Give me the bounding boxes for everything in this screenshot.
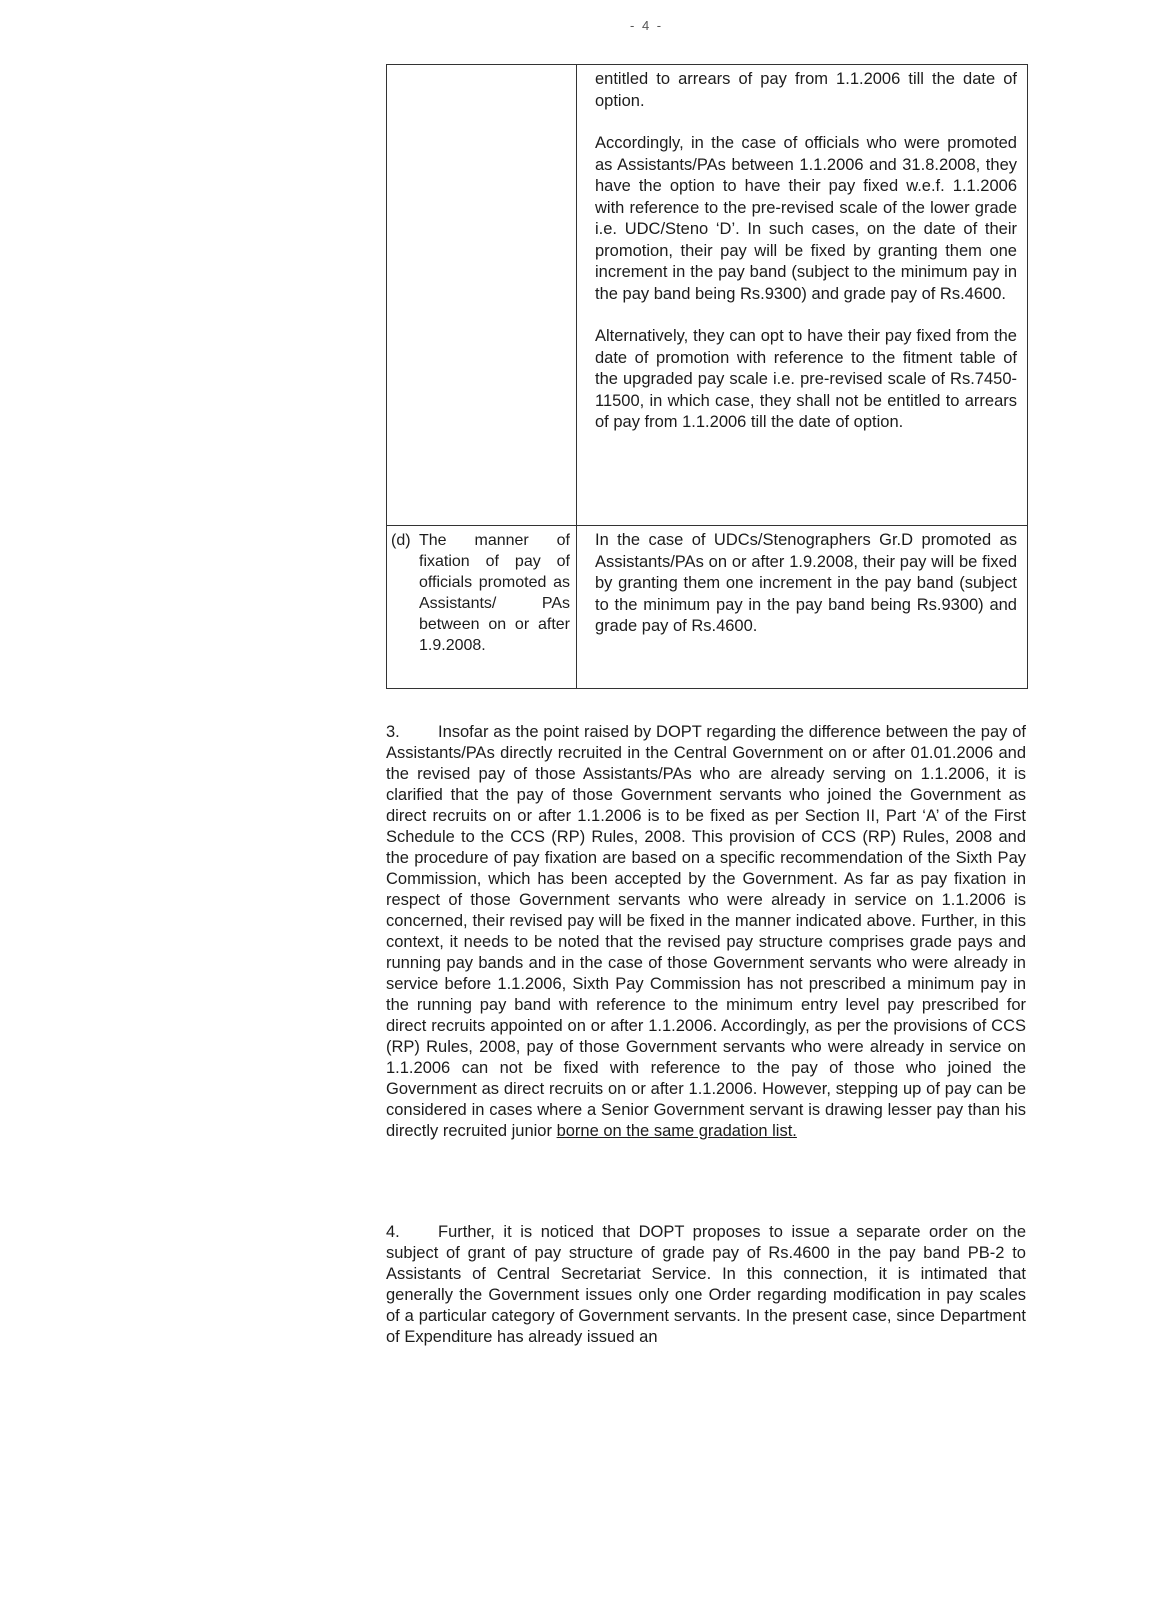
clarification-paragraph: Alternatively, they can opt to have their pay fixed from the date of promotion with reference to the fitment table of the upgraded pay scale i.e. pre-revised scale of Rs.7450-11500, in which case, they shall not be entitled to arrears of pay from 1.1.2006 till the date of option. <box>595 327 1017 431</box>
clarification-paragraph: Accordingly, in the case of officials who were promoted as Assistants/PAs between 1.1.2006 and 31.8.2008, they have the option to have their pay fixed w.e.f. 1.1.2006 with reference to the pre-revised scale of the lower grade i.e. UDC/Steno ‘D’. In such cases, on the date of their promotion, their pay will be fixed by granting them one increment in the pay band (subject to the minimum pay in the pay band being Rs.9300) and grade pay of Rs.4600. <box>595 134 1017 303</box>
table-cell-clarification <box>577 65 1027 525</box>
underlined-text: borne on the same gradation list. <box>556 1122 797 1140</box>
issue-item <box>391 530 570 656</box>
paragraph-3 <box>386 722 1026 1142</box>
table-row <box>387 526 1027 688</box>
paragraph-text: Further, it is noticed that DOPT proposes to issue a separate order on the subject of grant of pay structure of grade pay of Rs.4600 in the pay band PB-2 to Assistants of Central Secretariat Service. In this connection, it is intimated that generally the Government issues only one Order regarding modification in pay scales of a particular category of Government servants. In the present case, since Department of Expenditure has already issued an <box>386 1223 1026 1346</box>
table-cell-issue <box>387 65 577 525</box>
clarification-paragraph: In the case of UDCs/Stenographers Gr.D promoted as Assistants/PAs on or after 1.9.2008, their pay will be fixed by granting them one increment in the pay band (subject to the minimum pay in the pay band being Rs.9300) and grade pay of Rs.4600. <box>595 531 1017 635</box>
paragraph-number: 3. <box>386 723 400 741</box>
issue-text: The manner of fixation of pay of officials promoted as Assistants/ PAs between on or after 1.9.2008. <box>419 532 570 654</box>
item-label: (d) <box>391 532 411 549</box>
table-row <box>387 65 1027 526</box>
clarification-paragraph: entitled to arrears of pay from 1.1.2006 till the date of option. <box>595 70 1017 110</box>
table-cell-issue <box>387 526 577 688</box>
table-cell-clarification <box>577 526 1027 688</box>
paragraph-4 <box>386 1222 1026 1348</box>
paragraph-text: Insofar as the point raised by DOPT regarding the difference between the pay of Assistants/PAs directly recruited in the Central Government on or after 01.01.2006 and the revised pay of those Assistants/PAs who are already serving on 1.1.2006, it is clarified that the pay of those Government servants who joined the Government as direct recruits on or after 1.1.2006 is to be fixed as per Section II, Part ‘A’ of the First Schedule to the CCS (RP) Rules, 2008. This provision of CCS (RP) Rules, 2008 and the procedure of pay fixation are based on a specific recommendation of the Sixth Pay Commission, which has been accepted by the Government. As far as pay fixation in respect of those Government servants who were already in service on 1.1.2006 is concerned, their revised pay will be fixed in the manner indicated above. Further, in this context, it needs to be noted that the revised pay structure comprises grade pays and running pay bands and in the case of those Government servants who were already in service before 1.1.2006, Sixth Pay Commission has not prescribed a minimum pay in the running pay band with reference to the minimum entry level pay prescribed for direct recruits appointed on or after 1.1.2006. Accordingly, as per the provisions of CCS (RP) Rules, 2008, pay of those Government servants who were already in service on 1.1.2006 can not be fixed with reference to the pay of those who joined the Government as direct recruits on or after 1.1.2006. However, stepping up of pay can be considered in cases where a Senior Government servant is drawing lesser pay than his directly recruited junior <box>386 723 1026 1140</box>
paragraph-number: 4. <box>386 1223 400 1241</box>
clarification-table <box>386 64 1028 689</box>
page-number: - 4 - <box>630 18 664 33</box>
